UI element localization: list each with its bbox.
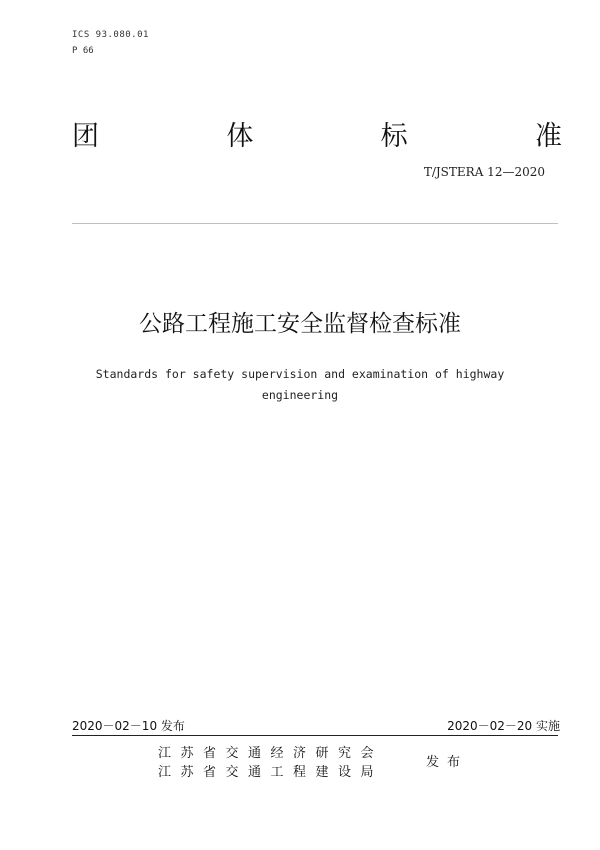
standard-type-char: 标 (380, 121, 408, 152)
issuing-organizations (158, 744, 383, 782)
english-title-line: engineering (261, 388, 339, 402)
standard-type-char: 团 (72, 121, 99, 152)
issue-label: 发布 (426, 755, 469, 770)
document-title: 公路工程施工安全监督检查标准 (139, 311, 461, 337)
standard-type-heading (72, 114, 562, 153)
classification-code: P 66 (72, 46, 94, 56)
standard-type-char: 准 (534, 121, 562, 152)
ics-code: ICS 93.080.01 (72, 30, 149, 40)
english-title-line: Standards for safety supervision and examination of highway (95, 367, 505, 381)
english-title (80, 364, 520, 406)
issuer: 江苏省交通经济研究会 (158, 746, 384, 761)
standard-number: T/JSTERA 12—2020 (423, 165, 545, 179)
issuer: 江苏省交通工程建设局 (158, 765, 384, 780)
implementation-date: 2020－02－20 实施 (447, 719, 560, 733)
issue-date: 2020－02－10 发布 (72, 719, 185, 733)
header-divider (72, 223, 558, 224)
standard-type-char: 体 (226, 121, 254, 152)
footer-divider (72, 735, 558, 736)
